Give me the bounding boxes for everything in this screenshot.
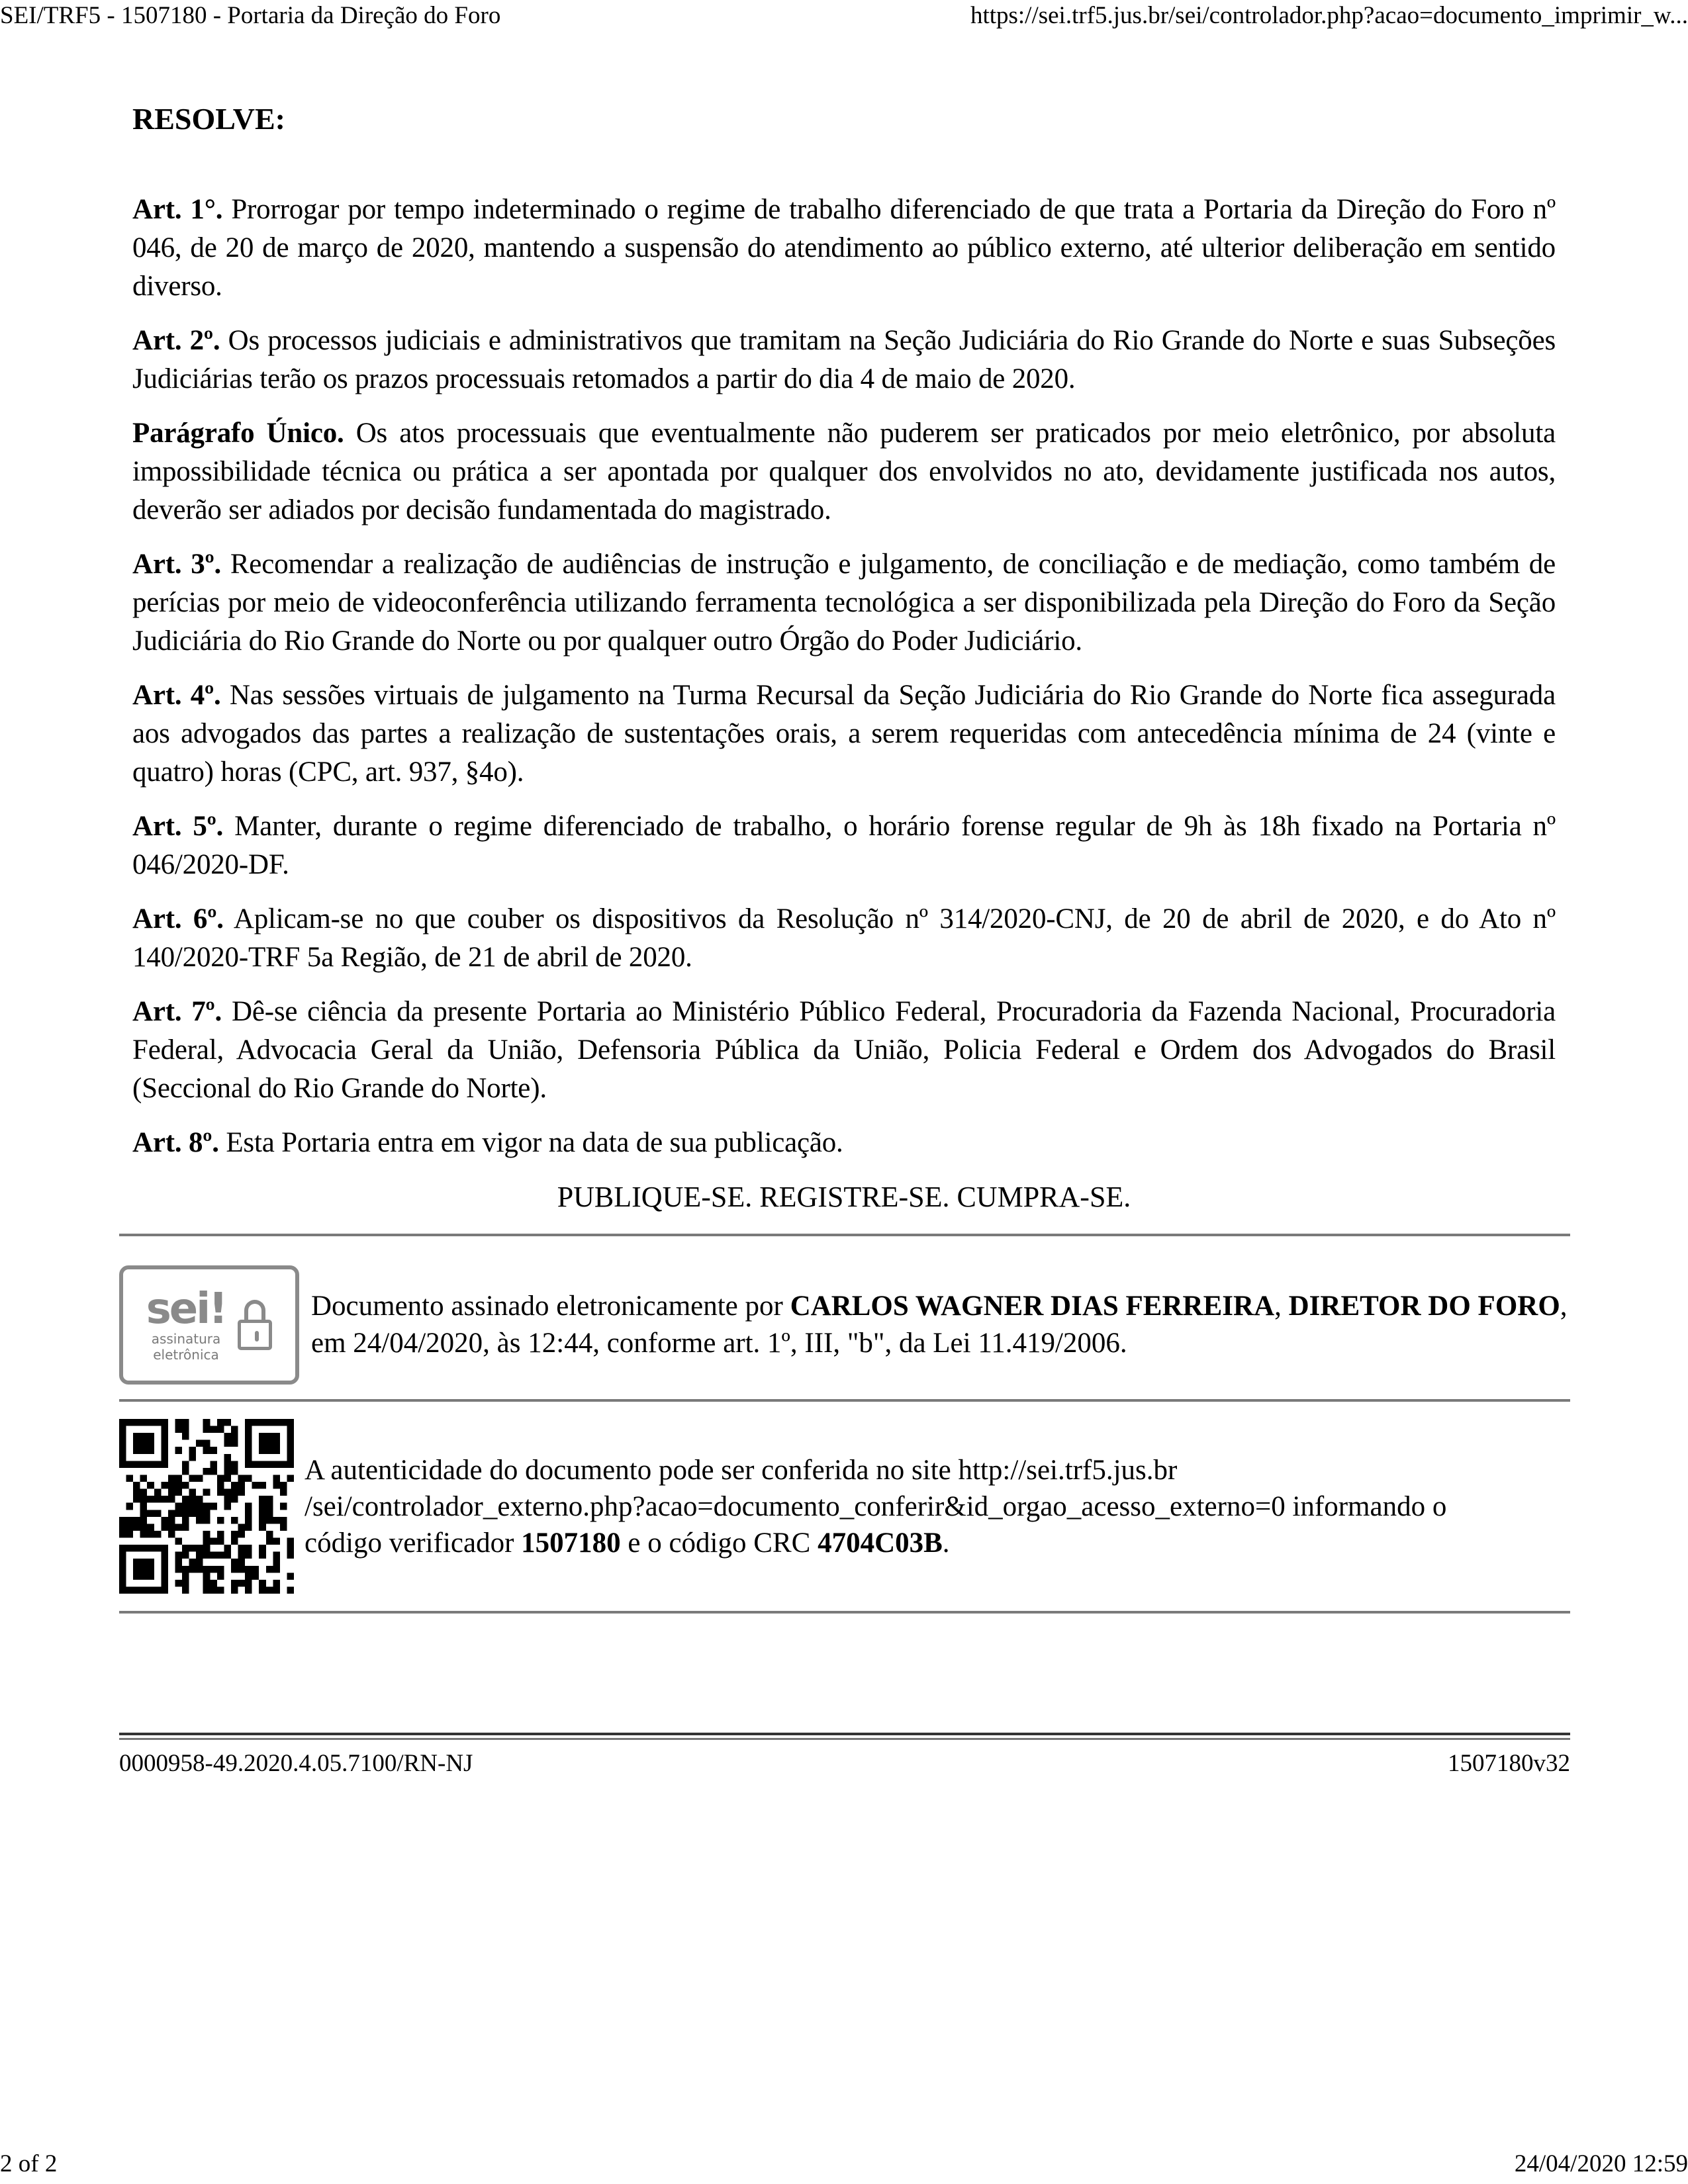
article-text: Esta Portaria entra em vigor na data de sua publicação. [218, 1127, 843, 1158]
verifier-prefix: código verificador [305, 1527, 522, 1559]
authenticity-line-2: /sei/controlador_externo.php?acao=documento_conferir&id_orgao_acesso_externo=0 informando o [305, 1490, 1447, 1522]
signature-separator: , [1274, 1291, 1289, 1322]
article-label: Art. 8º. [132, 1127, 219, 1158]
article-label: Parágrafo Único. [132, 418, 344, 449]
print-footer [0, 2150, 1688, 2179]
padlock-icon [238, 1300, 272, 1350]
signer-role: DIRETOR DO FORO [1288, 1291, 1560, 1322]
resolve-heading: RESOLVE: [132, 102, 285, 136]
authenticity-block [119, 1402, 1570, 1611]
articles-list [132, 191, 1556, 1162]
signature-prefix: Documento assinado eletronicamente por [311, 1291, 790, 1322]
article-label: Art. 6º. [132, 903, 224, 934]
closing-formula: PUBLIQUE-SE. REGISTRE-SE. CUMPRA-SE. [557, 1181, 1131, 1213]
signer-name: CARLOS WAGNER DIAS FERREIRA [790, 1291, 1275, 1322]
document-meta-row [119, 1749, 1570, 1778]
print-footer-datetime: 24/04/2020 12:59 [1514, 2150, 1688, 2177]
footer-divider-bottom [119, 1738, 1570, 1740]
divider [119, 1234, 1570, 1236]
seal-label-2: eletrônica [153, 1347, 219, 1363]
period: . [942, 1527, 950, 1559]
article-5 [132, 807, 1556, 884]
article-text: Aplicam-se no que couber os dispositivos da Resolução nº 314/2020-CNJ, de 20 de abril de 2020, e do Ato nº 140/2020-TRF 5a Região, de 21 de abril de 2020. [132, 903, 1556, 973]
seal-label-1: assinatura [151, 1331, 221, 1347]
article-text: Os atos processuais que eventualmente não puderem ser praticados por meio eletrônico, por absoluta impossibilidade técnica ou prática a ser apontada por qualquer dos envolvidos no ato, devidamente justificada nos autos, deverão ser adiados por decisão fundamentada do magistrado. [132, 418, 1556, 525]
article-text: Nas sessões virtuais de julgamento na Turma Recursal da Seção Judiciária do Rio Grande do Norte fica assegurada aos advogados das partes a realização de sustentações orais, a serem requeridas com antecedência mínima de 24 (vinte e quatro) horas (CPC, art. 937, §4o). [132, 680, 1556, 788]
document-version: 1507180v32 [1448, 1750, 1570, 1777]
print-header-url: https://sei.trf5.jus.br/sei/controlador.php?acao=documento_imprimir_w... [970, 2, 1688, 29]
article-text: Dê-se ciência da presente Portaria ao Ministério Público Federal, Procuradoria da Fazenda Nacional, Procuradoria Federal, Advocacia Geral da União, Defensoria Pública da União, Policia Federal e Ordem dos Advogados do Brasil (Seccional do Rio Grande do Norte). [132, 996, 1556, 1104]
article-label: Art. 4º. [132, 680, 221, 711]
article-text: Recomendar a realização de audiências de instrução e julgamento, de conciliação e de mediação, como também de perícias por meio de videoconferência utilizando ferramenta tecnológica a ser disponibilizada pela Direção do Foro da Seção Judiciária do Rio Grande do Norte ou por qualquer outro Órgão do Poder Judiciário. [132, 549, 1556, 657]
article-4 [132, 676, 1556, 792]
sei-logo: sei! [146, 1285, 226, 1334]
article-label: Art. 2º. [132, 325, 220, 356]
article-label: Art. 3º. [132, 549, 222, 580]
footer-divider-top [119, 1733, 1570, 1735]
verifier-code: 1507180 [521, 1527, 621, 1559]
qr-code-icon [119, 1419, 294, 1594]
authenticity-line-3 [305, 1525, 1570, 1561]
article-text: Os processos judiciais e administrativos que tramitam na Seção Judiciária do Rio Grande do Norte e suas Subseções Judiciárias terão os prazos processuais retomados a partir do dia 4 de maio de 2020. [132, 325, 1556, 394]
signature-suffix: , em 24/04/2020, às 12:44, conforme art. 1º, III, "b", da Lei 11.419/2006. [311, 1291, 1568, 1359]
signature-text [311, 1288, 1570, 1362]
electronic-signature-seal-icon [119, 1265, 299, 1385]
paragrafo-unico [132, 414, 1556, 529]
article-8 [132, 1124, 1556, 1162]
article-text: Prorrogar por tempo indeterminado o regime de trabalho diferenciado de que trata a Portaria da Direção do Foro nº 046, de 20 de março de 2020, mantendo a suspensão do atendimento ao público externo, até ulterior deliberação em sentido diverso. [132, 194, 1556, 302]
article-label: Art. 1°. [132, 194, 223, 225]
article-7 [132, 993, 1556, 1108]
print-footer-page: 2 of 2 [0, 2150, 58, 2177]
crc-prefix: e o código CRC [620, 1527, 818, 1559]
article-1 [132, 191, 1556, 306]
process-number: 0000958-49.2020.4.05.7100/RN-NJ [119, 1750, 473, 1777]
document-body [132, 32, 1556, 1216]
article-6 [132, 900, 1556, 977]
article-2 [132, 322, 1556, 398]
article-label: Art. 5º. [132, 811, 224, 842]
print-header-title: SEI/TRF5 - 1507180 - Portaria da Direção do Foro [0, 2, 501, 29]
authenticity-text [305, 1452, 1570, 1561]
article-text: Manter, durante o regime diferenciado de trabalho, o horário forense regular de 9h às 18h fixado na Portaria nº 046/2020-DF. [132, 811, 1556, 880]
crc-code: 4704C03B [818, 1527, 943, 1559]
article-label: Art. 7º. [132, 996, 222, 1027]
article-3 [132, 545, 1556, 660]
signature-block [119, 1251, 1570, 1399]
authenticity-line-1: A autenticidade do documento pode ser conferida no site http://sei.trf5.jus.br [305, 1454, 1178, 1486]
print-header [0, 0, 1688, 32]
document-flow [119, 32, 1570, 1897]
